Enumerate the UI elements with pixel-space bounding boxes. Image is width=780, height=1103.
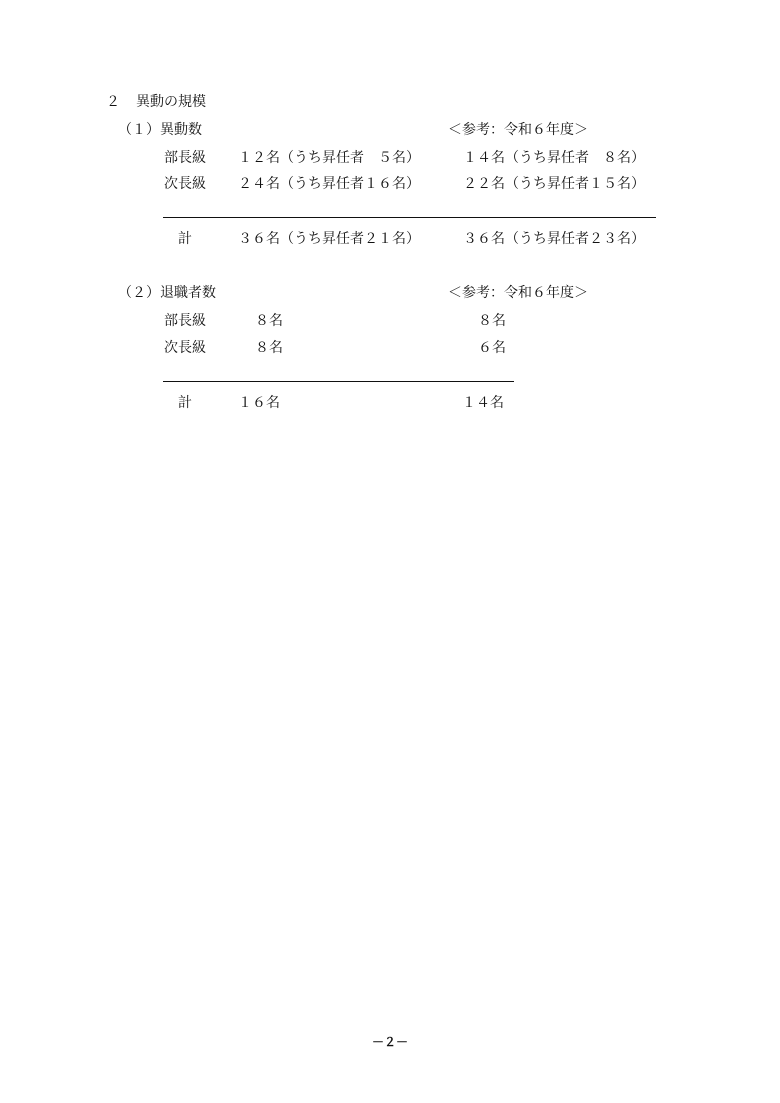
- transfers-total-reference: ３６名（うち昇任者２３名）: [463, 231, 645, 247]
- retirements-total-divider: [163, 381, 514, 382]
- transfers-reference-label: ＜参考：令和６年度＞: [448, 122, 588, 138]
- retirements-row-current: ８名: [255, 340, 283, 356]
- retirements-row-label: 次長級: [164, 340, 206, 356]
- page-number: －２－: [371, 1035, 408, 1049]
- retirements-total-label: 計: [178, 395, 192, 411]
- retirements-row-current: ８名: [255, 313, 283, 329]
- transfers-row-reference: ２２名（うち昇任者１５名）: [463, 176, 645, 192]
- retirements-row-label: 部長級: [164, 313, 206, 329]
- transfers-heading: （１）異動数: [118, 122, 202, 138]
- retirements-reference-label: ＜参考：令和６年度＞: [448, 285, 588, 301]
- transfers-row-label: 部長級: [164, 150, 206, 166]
- retirements-row-reference: ６名: [478, 340, 506, 356]
- transfers-total-current: ３６名（うち昇任者２１名）: [238, 231, 420, 247]
- transfers-total-divider: [163, 217, 656, 218]
- transfers-row-current: ２４名（うち昇任者１６名）: [238, 176, 420, 192]
- retirements-row-reference: ８名: [478, 313, 506, 329]
- section-number: ２: [106, 94, 120, 110]
- retirements-total-current: １６名: [238, 395, 280, 411]
- section-title: 異動の規模: [136, 94, 206, 110]
- transfers-total-label: 計: [178, 231, 192, 247]
- transfers-row-current: １２名（うち昇任者 ５名）: [238, 150, 420, 166]
- retirements-total-reference: １４名: [462, 395, 504, 411]
- retirements-heading: （２）退職者数: [118, 285, 216, 301]
- transfers-row-reference: １４名（うち昇任者 ８名）: [463, 150, 645, 166]
- transfers-row-label: 次長級: [164, 176, 206, 192]
